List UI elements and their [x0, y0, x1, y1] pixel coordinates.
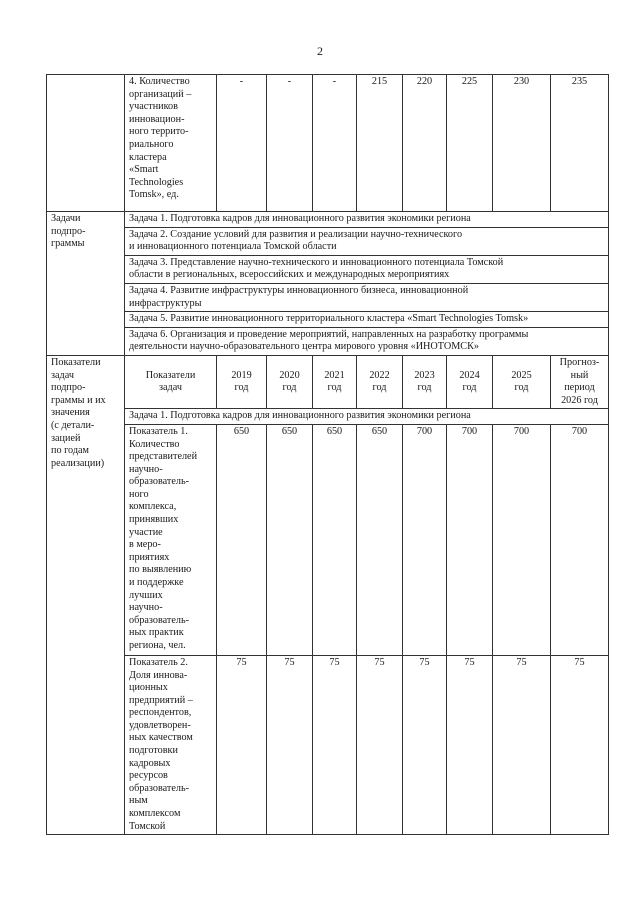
passport-table — [46, 74, 609, 835]
task1-heading: Задача 1. Подготовка кадров для инновационного развития экономики региона — [125, 409, 609, 425]
value-cell: - — [313, 75, 357, 212]
forecast-header: Прогноз- ный период 2026 год — [551, 355, 609, 408]
value-cell: 700 — [447, 424, 493, 655]
year-header: 2020 год — [267, 355, 313, 408]
task-row — [47, 255, 609, 283]
tasks-section-label: Задачи подпро- граммы — [47, 212, 125, 356]
task-item: Задача 4. Развитие инфраструктуры инновационного бизнеса, инновационной инфраструктуры — [125, 283, 609, 311]
indicator-row — [47, 655, 609, 834]
value-cell: 215 — [357, 75, 403, 212]
value-cell: 700 — [403, 424, 447, 655]
value-cell: 650 — [217, 424, 267, 655]
indicator-4-label: 4. Количество организаций – участников инновацион- ного террито- риального кластера «Smart Technologies Tomsk», ед. — [125, 75, 217, 212]
value-cell: 75 — [357, 655, 403, 834]
year-header: 2021 год — [313, 355, 357, 408]
empty-section-cell — [47, 75, 125, 212]
task-item: Задача 3. Представление научно-технического и инновационного потенциала Томской области в региональных, всероссийских и международных мероприятиях — [125, 255, 609, 283]
year-header: 2023 год — [403, 355, 447, 408]
indicator-4-row — [47, 75, 609, 212]
value-cell: 75 — [313, 655, 357, 834]
page-number: 2 — [317, 44, 323, 58]
task-item: Задача 1. Подготовка кадров для инновационного развития экономики региона — [125, 212, 609, 228]
year-header: 2025 год — [493, 355, 551, 408]
value-cell: 230 — [493, 75, 551, 212]
indicators-header-label: Показатели задач — [125, 355, 217, 408]
value-cell: 75 — [551, 655, 609, 834]
value-cell: 75 — [447, 655, 493, 834]
value-cell: 75 — [217, 655, 267, 834]
value-cell: - — [217, 75, 267, 212]
value-cell: 75 — [493, 655, 551, 834]
value-cell: 650 — [357, 424, 403, 655]
task-row — [47, 283, 609, 311]
value-cell: 75 — [403, 655, 447, 834]
year-header: 2022 год — [357, 355, 403, 408]
task-row — [47, 212, 609, 228]
value-cell: 235 — [551, 75, 609, 212]
task-item: Задача 5. Развитие инновационного территориального кластера «Smart Technologies Tomsk» — [125, 312, 609, 328]
task1-heading-row — [47, 409, 609, 425]
task-item: Задача 2. Создание условий для развития и реализации научно-технического и инновационного потенциала Томской области — [125, 227, 609, 255]
task-row — [47, 312, 609, 328]
indicators-section-label: Показатели задач подпро- граммы и их значения (с детали- зацией по годам реализации) — [47, 355, 125, 834]
value-cell: 75 — [267, 655, 313, 834]
value-cell: 220 — [403, 75, 447, 212]
indicators-header-row — [47, 355, 609, 408]
task-row — [47, 227, 609, 255]
year-header: 2024 год — [447, 355, 493, 408]
value-cell: 700 — [551, 424, 609, 655]
value-cell: 650 — [313, 424, 357, 655]
value-cell: - — [267, 75, 313, 212]
indicator-2-label: Показатель 2. Доля иннова- ционных предприятий – респондентов, удовлетворен- ных качеством подготовки кадровых ресурсов образователь- ным комплексом Томской — [125, 655, 217, 834]
value-cell: 700 — [493, 424, 551, 655]
value-cell: 225 — [447, 75, 493, 212]
task-row — [47, 327, 609, 355]
task-item: Задача 6. Организация и проведение мероприятий, направленных на разработку программы деятельности научно-образовательного центра мирового уровня «ИНОТОМСК» — [125, 327, 609, 355]
value-cell: 650 — [267, 424, 313, 655]
indicator-1-label: Показатель 1. Количество представителей научно- образователь- ного комплекса, принявших участие в меро- приятиях по выявлению и поддержке лучших научно- образователь- ных практик региона, чел. — [125, 424, 217, 655]
year-header: 2019 год — [217, 355, 267, 408]
indicator-row — [47, 424, 609, 655]
